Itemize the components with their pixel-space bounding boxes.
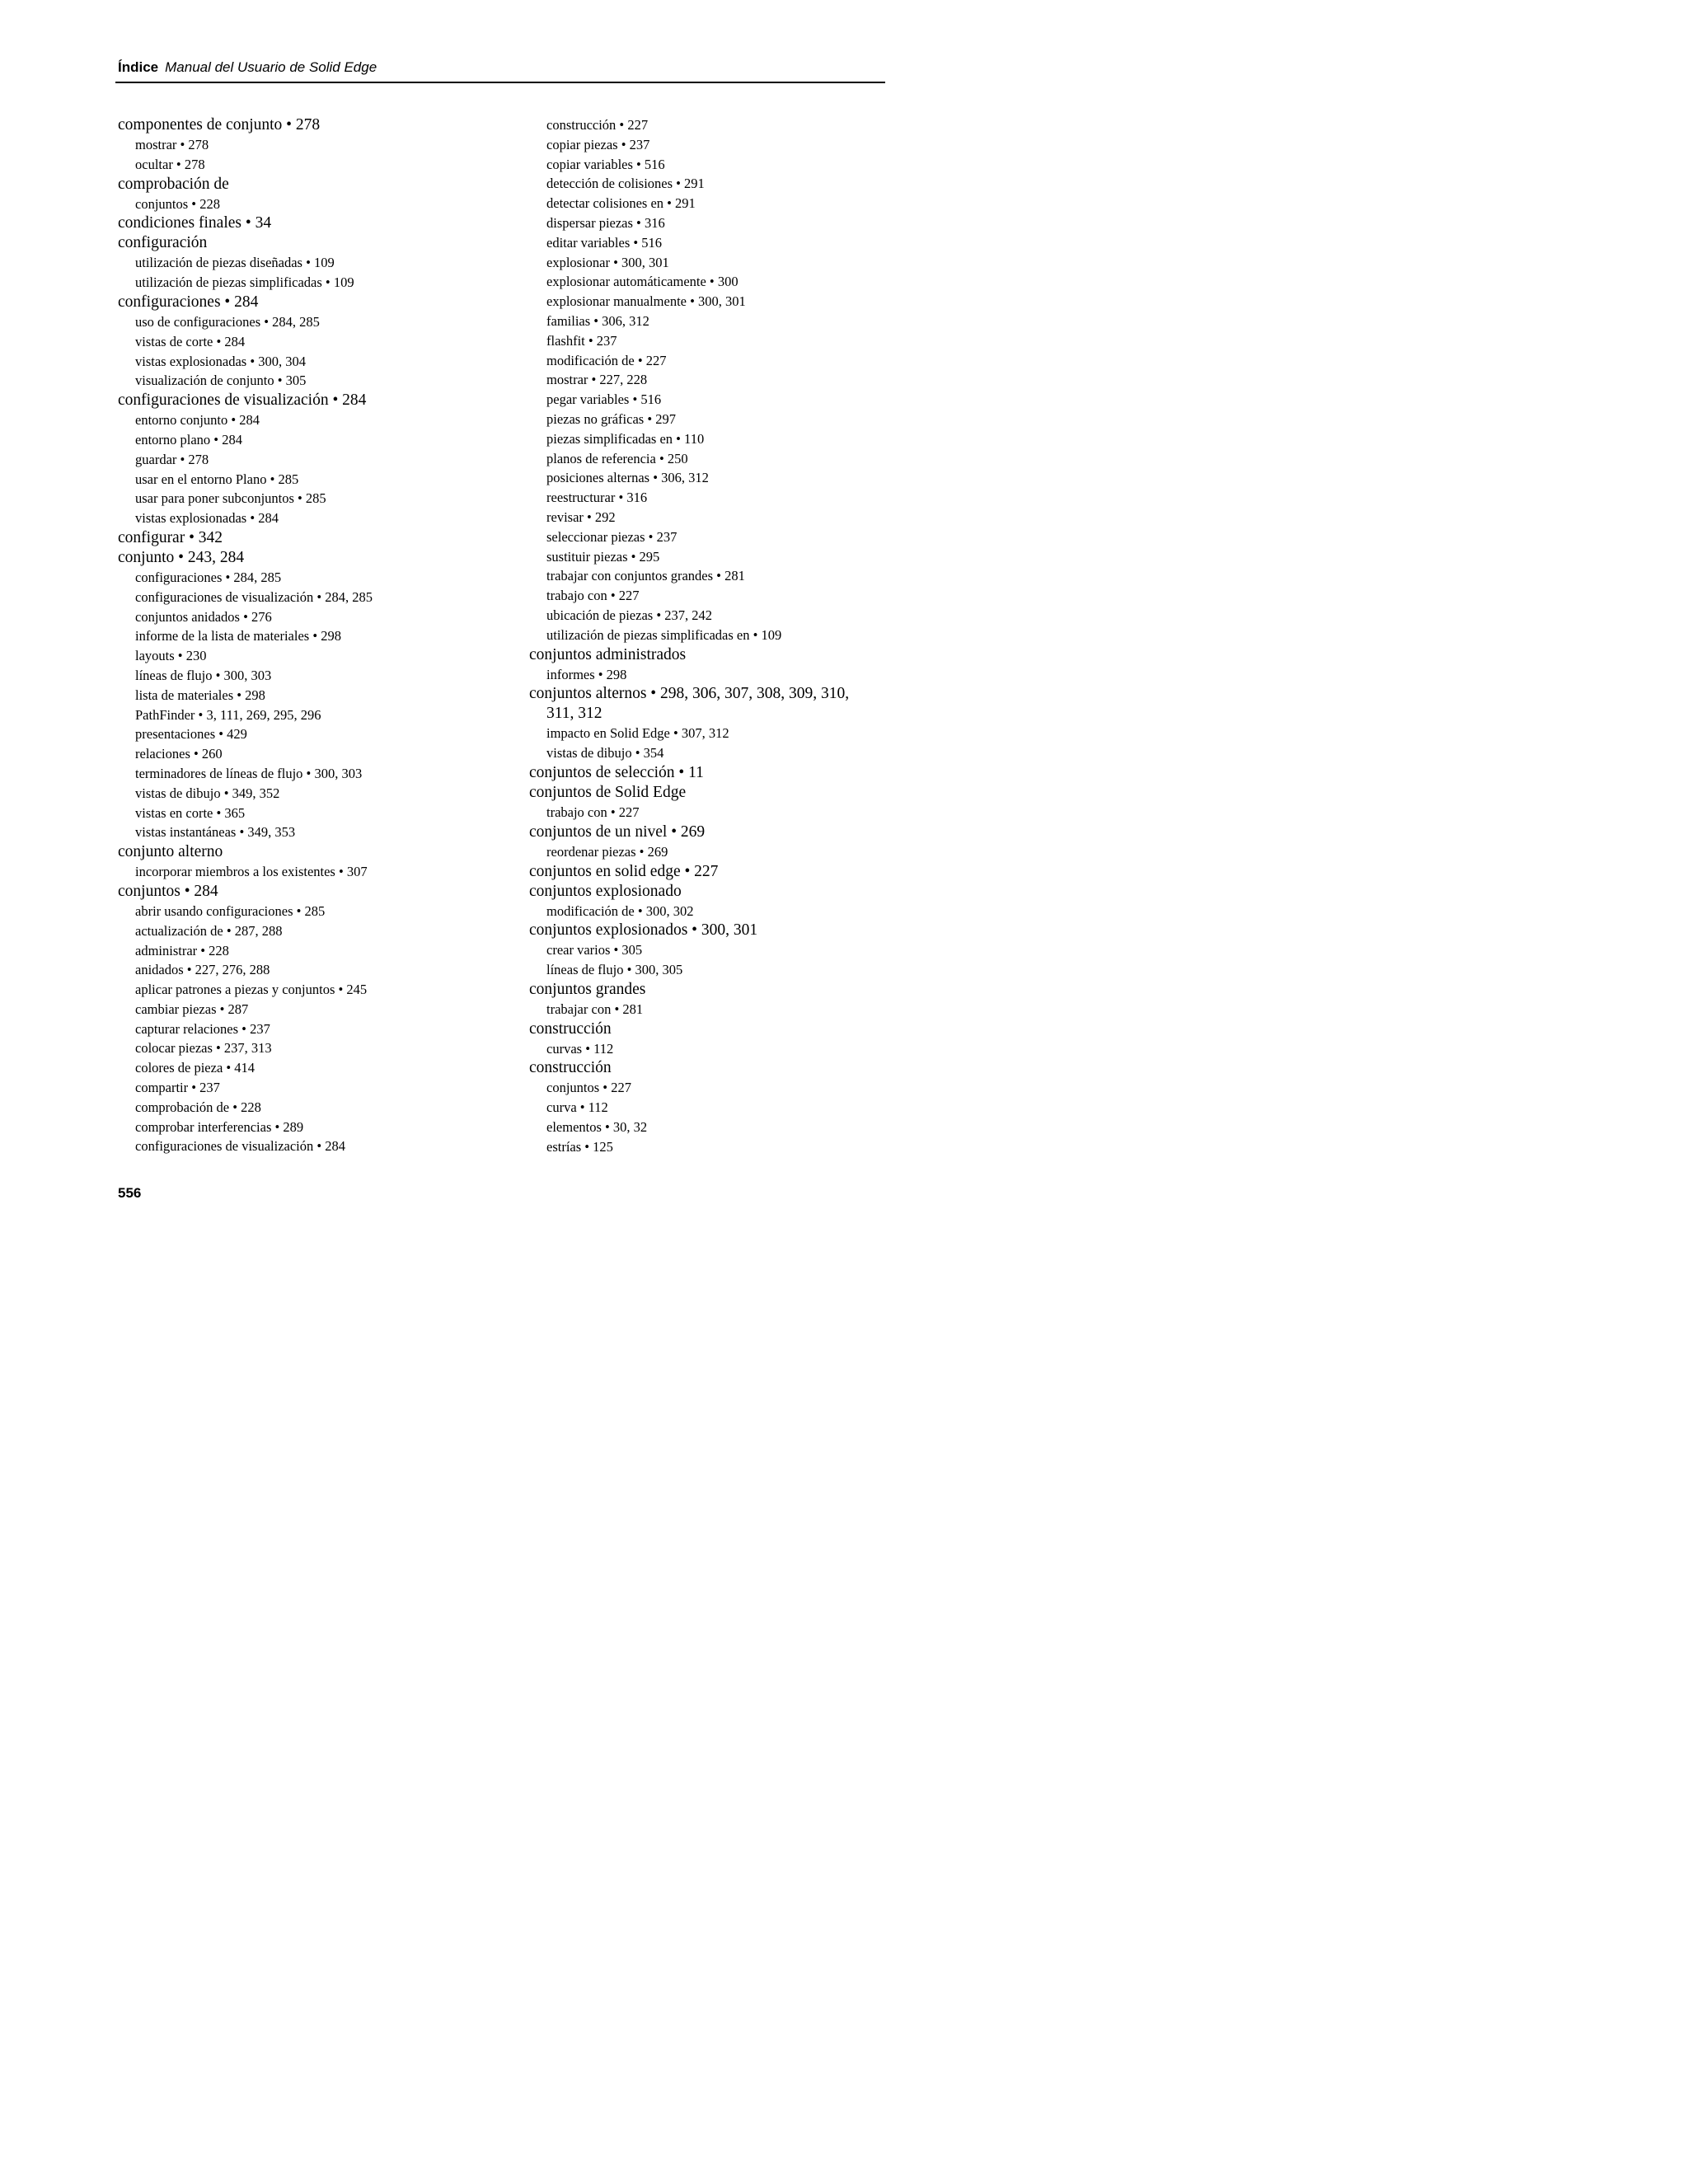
index-entry-text: configurar • 342 (118, 528, 223, 546)
index-subentry: sustituir piezas • 295 (546, 548, 660, 565)
index-subentry: posiciones alternas • 306, 312 (546, 470, 709, 486)
index-entry (529, 823, 884, 842)
index-entry (529, 882, 884, 902)
index-entry (118, 293, 505, 312)
index-subentry: usar en el entorno Plano • 285 (135, 471, 299, 487)
index-subentry: informes • 298 (546, 666, 627, 682)
index-subentry: vistas instantáneas • 349, 353 (135, 824, 296, 841)
index-entry-text: conjunto alterno (118, 843, 223, 861)
index-subentry: terminadores de líneas de flujo • 300, 303 (135, 765, 363, 781)
index-subentry: compartir • 237 (135, 1080, 220, 1096)
index-subentry: modificación de • 227 (546, 352, 667, 368)
index-subentry: curvas • 112 (546, 1040, 614, 1057)
index-entry-text: construcción (529, 1019, 612, 1038)
index-entry-text: conjuntos de selección • 11 (529, 763, 704, 781)
index-entry (118, 548, 505, 568)
index-entry-text: conjuntos de un nivel • 269 (529, 823, 706, 841)
index-subentry: vistas de dibujo • 349, 352 (135, 785, 280, 801)
index-subentry: pegar variables • 516 (546, 391, 662, 408)
index-subentry: trabajar con conjuntos grandes • 281 (546, 568, 745, 584)
index-entry-text: construcción (529, 1059, 612, 1077)
index-subentry: anidados • 227, 276, 288 (135, 962, 270, 978)
index-subentry: layouts • 230 (135, 648, 207, 664)
header-title: Manual del Usuario de Solid Edge (165, 59, 377, 75)
index-entry (118, 115, 505, 135)
index-subentry: conjuntos • 227 (546, 1080, 631, 1096)
index-subentry: vistas explosionadas • 284 (135, 510, 279, 527)
index-entry (529, 1058, 884, 1078)
index-subentry: relaciones • 260 (135, 746, 223, 762)
index-subentry: utilización de piezas simplificadas • 109 (135, 274, 354, 291)
index-entry (529, 763, 884, 783)
index-entry (529, 645, 884, 665)
index-entry (529, 862, 884, 882)
index-subentry: trabajo con • 227 (546, 804, 640, 820)
index-subentry: trabajo con • 227 (546, 588, 640, 604)
index-subentry: administrar • 228 (135, 942, 229, 958)
index-entry (118, 882, 505, 902)
index-entry (118, 842, 505, 862)
running-header (118, 59, 377, 76)
index-subentry: capturar relaciones • 237 (135, 1020, 270, 1037)
index-entry (529, 684, 884, 724)
index-subentry: curva • 112 (546, 1099, 608, 1116)
index-entry (529, 1019, 884, 1039)
index-entry-text: conjuntos • 284 (118, 882, 218, 900)
index-subentry: copiar variables • 516 (546, 156, 665, 172)
index-entry-text: configuraciones • 284 (118, 293, 259, 311)
index-subentry: vistas de dibujo • 354 (546, 745, 664, 762)
index-subentry: elementos • 30, 32 (546, 1119, 648, 1136)
document-page (0, 0, 1014, 1311)
index-subentry: ocultar • 278 (135, 156, 205, 172)
index-subentry: PathFinder • 3, 111, 269, 295, 296 (135, 706, 321, 723)
index-subentry: dispersar piezas • 316 (546, 214, 665, 231)
index-subentry: familias • 306, 312 (546, 312, 649, 329)
index-subentry: uso de configuraciones • 284, 285 (135, 313, 320, 330)
index-entry (529, 783, 884, 803)
index-subentry: presentaciones • 429 (135, 726, 247, 743)
index-subentry: líneas de flujo • 300, 305 (546, 962, 683, 978)
header-section: Índice (118, 59, 159, 75)
index-subentry: colores de pieza • 414 (135, 1060, 256, 1076)
index-entry (118, 528, 505, 548)
index-subentry: modificación de • 300, 302 (546, 902, 694, 919)
index-subentry: configuraciones de visualización • 284, 285 (135, 588, 373, 605)
index-subentry: aplicar patrones a piezas y conjuntos • 245 (135, 982, 368, 998)
index-subentry: guardar • 278 (135, 451, 209, 467)
index-entry-text: conjuntos grandes (529, 980, 646, 998)
index-subentry: conjuntos anidados • 276 (135, 608, 272, 625)
index-subentry: vistas de corte • 284 (135, 333, 246, 349)
index-subentry: piezas simplificadas en • 110 (546, 430, 705, 447)
index-subentry: seleccionar piezas • 237 (546, 528, 678, 545)
index-subentry: piezas no gráficas • 297 (546, 410, 676, 427)
index-subentry: construcción • 227 (546, 117, 649, 133)
index-subentry: informe de la lista de materiales • 298 (135, 628, 341, 644)
index-entry-text: conjuntos administrados (529, 645, 687, 663)
index-subentry: trabajar con • 281 (546, 1001, 644, 1017)
index-subentry: entorno plano • 284 (135, 431, 242, 448)
index-entry-text: comprobación de (118, 175, 229, 193)
index-subentry: vistas en corte • 365 (135, 804, 246, 821)
index-subentry: editar variables • 516 (546, 234, 663, 251)
index-entry-text: configuraciones de visualización • 284 (118, 391, 367, 410)
index-subentry: comprobar interferencias • 289 (135, 1118, 304, 1135)
index-entry-text: conjuntos explosionados • 300, 301 (529, 921, 758, 940)
index-entry (529, 980, 884, 1000)
index-subentry: abrir usando configuraciones • 285 (135, 902, 326, 919)
index-entry-text: conjunto • 243, 284 (118, 548, 245, 566)
index-subentry: configuraciones de visualización • 284 (135, 1138, 346, 1155)
index-subentry: explosionar automáticamente • 300 (546, 274, 738, 290)
index-subentry: revisar • 292 (546, 509, 616, 525)
page-number: 556 (118, 1185, 142, 1201)
index-entry-text: conjuntos de Solid Edge (529, 783, 687, 801)
index-subentry: planos de referencia • 250 (546, 450, 688, 466)
index-entry-text: componentes de conjunto • 278 (118, 116, 321, 134)
index-entry (118, 213, 505, 233)
index-subentry: reestructurar • 316 (546, 490, 648, 506)
index-subentry: conjuntos • 228 (135, 195, 220, 212)
index-subentry: flashfit • 237 (546, 332, 617, 349)
index-subentry: ubicación de piezas • 237, 242 (546, 607, 712, 623)
index-subentry: utilización de piezas simplificadas en • 109 (546, 626, 782, 643)
index-entry (118, 175, 505, 194)
index-subentry: lista de materiales • 298 (135, 687, 265, 703)
index-subentry: colocar piezas • 237, 313 (135, 1040, 272, 1057)
index-entry (529, 921, 884, 940)
index-subentry: líneas de flujo • 300, 303 (135, 667, 272, 683)
index-entry-text: conjuntos en solid edge • 227 (529, 862, 719, 880)
index-entry-text: condiciones finales • 34 (118, 214, 272, 232)
index-subentry: explosionar manualmente • 300, 301 (546, 293, 746, 310)
index-subentry: entorno conjunto • 284 (135, 412, 260, 429)
index-subentry: mostrar • 278 (135, 137, 209, 152)
index-entry-text: conjuntos alternos • 298, 306, 307, 308, 309, 310, (529, 685, 850, 703)
index-entry-continuation: 311, 312 (546, 705, 603, 723)
header-rule (115, 82, 885, 83)
index-subentry: impacto en Solid Edge • 307, 312 (546, 725, 729, 742)
index-subentry: visualización de conjunto • 305 (135, 373, 307, 389)
index-entry (118, 233, 505, 253)
index-subentry: crear varios • 305 (546, 942, 643, 958)
index-subentry: detección de colisiones • 291 (546, 176, 705, 192)
index-subentry: configuraciones • 284, 285 (135, 569, 282, 585)
index-subentry: utilización de piezas diseñadas • 109 (135, 255, 335, 271)
index-column-right (529, 115, 884, 1157)
index-subentry: comprobación de • 228 (135, 1099, 261, 1115)
index-subentry: cambiar piezas • 287 (135, 1001, 249, 1017)
index-subentry: copiar piezas • 237 (546, 136, 650, 152)
index-subentry: incorporar miembros a los existentes • 307 (135, 864, 368, 880)
index-entry (118, 391, 505, 410)
index-subentry: reordenar piezas • 269 (546, 843, 668, 860)
index-subentry: detectar colisiones en • 291 (546, 195, 696, 212)
index-column-left (118, 115, 505, 1156)
index-subentry: actualización de • 287, 288 (135, 922, 283, 939)
index-subentry: explosionar • 300, 301 (546, 254, 669, 270)
index-subentry: usar para poner subconjuntos • 285 (135, 490, 326, 507)
index-subentry: vistas explosionadas • 300, 304 (135, 353, 306, 369)
index-entry-text: configuración (118, 234, 208, 252)
index-entry-text: conjuntos explosionado (529, 882, 682, 900)
index-subentry: mostrar • 227, 228 (546, 372, 648, 388)
index-subentry: estrías • 125 (546, 1138, 613, 1155)
